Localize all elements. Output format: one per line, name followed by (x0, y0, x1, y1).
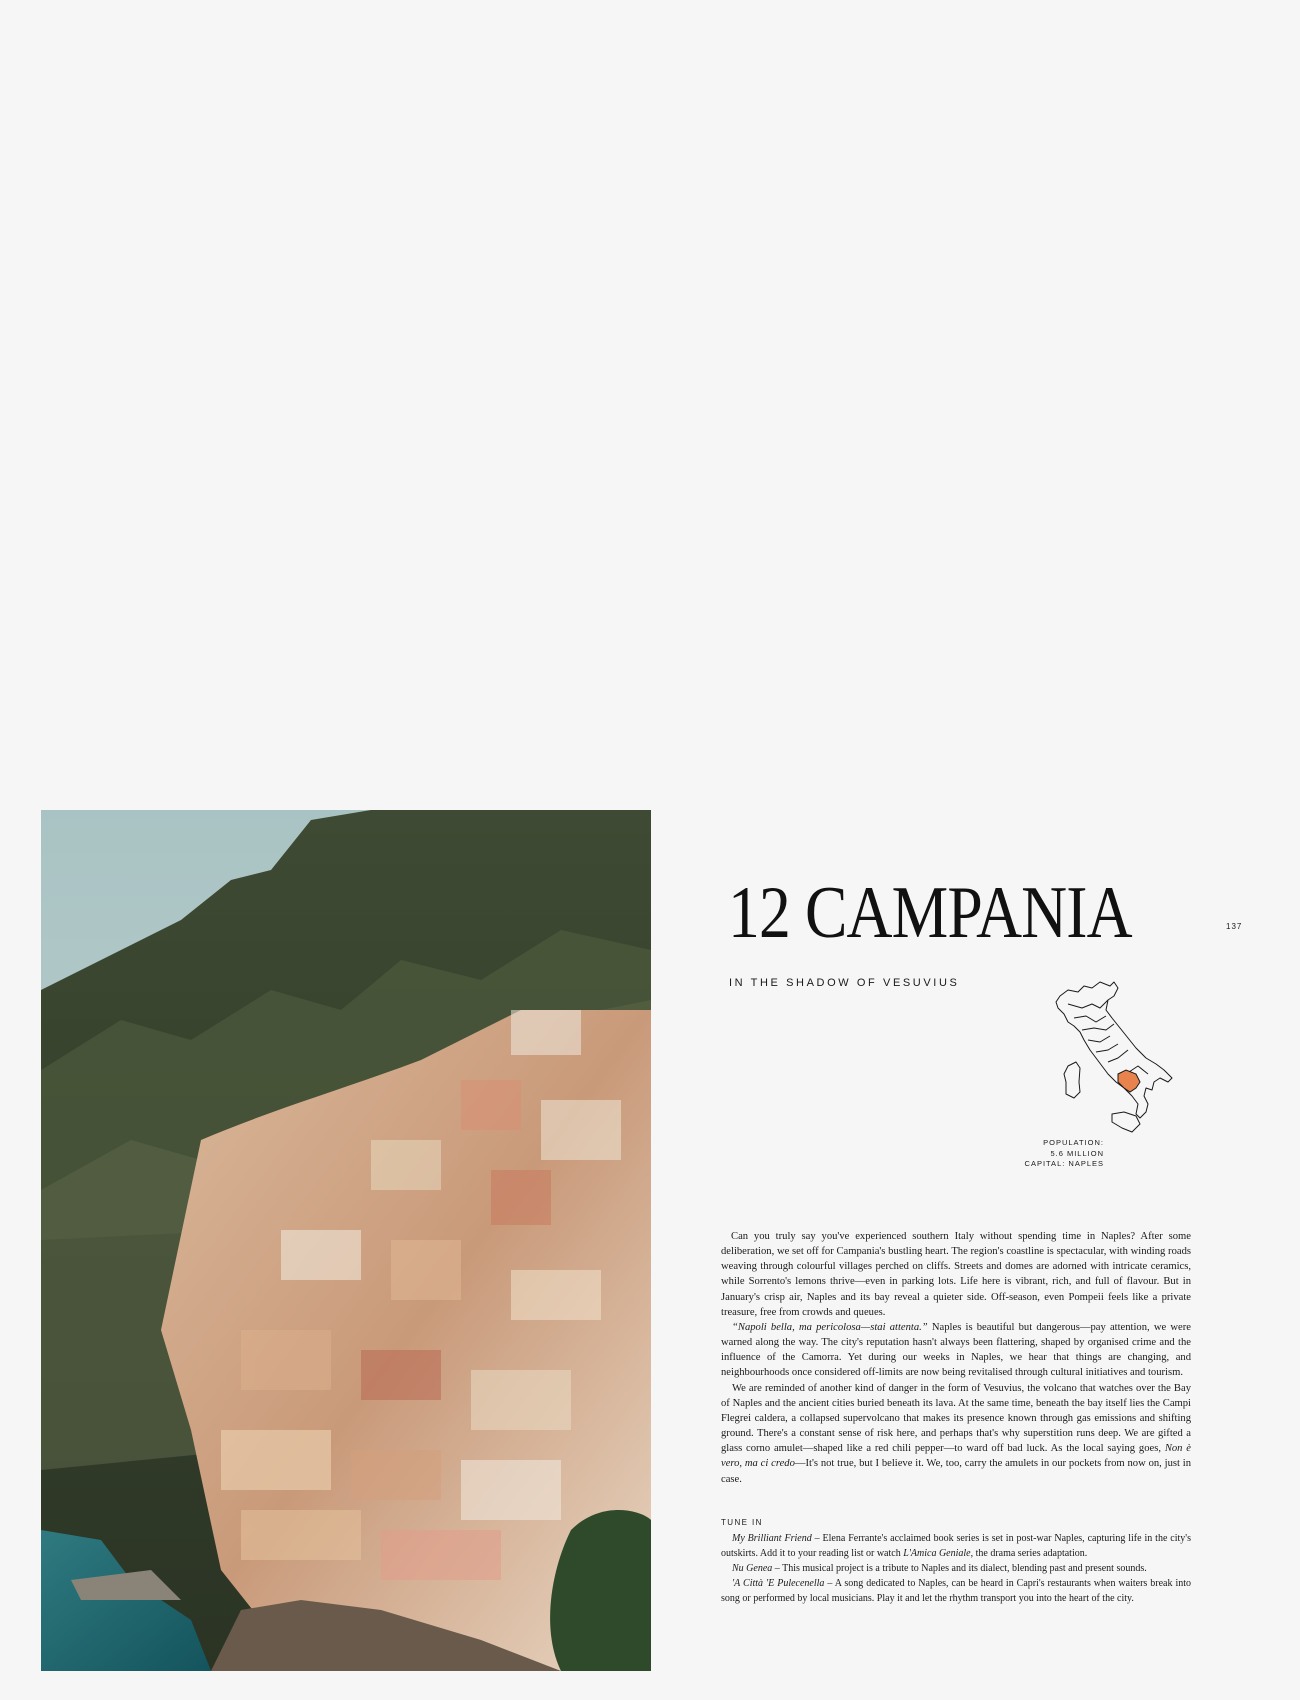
tune-in-item-title-2: L'Amica Geniale (903, 1548, 971, 1560)
paragraph-3 (721, 1381, 1191, 1487)
paragraph-3-quote: Non è vero, ma ci credo (721, 1443, 1192, 1470)
tune-in-item-text: – Elena Ferrante's acclaimed book series is set in post-war Naples, capturing life in the city's outskirts. Add it to your reading list or watch (721, 1533, 1191, 1560)
tune-in-item (721, 1561, 1191, 1576)
tune-in-item (721, 1531, 1191, 1561)
paragraph-3-text-a: We are reminded of another kind of danger in the form of Vesuvius, the volcano that watches over the Bay of Naples and the ancient cities buried beneath its lava. At the same time, beneath the bay itself lies the Campi Flegrei caldera, a collapsed supervolcano that makes its presence known through gas emissions and shifting ground. There's a constant sense of risk here, and perhaps that's why superstition runs deep. We are gifted a glass corno amulet—shaped like a red chili pepper—to ward off bad luck. As the local saying goes, (721, 1382, 1191, 1455)
paragraph-2-text: Naples is beautiful but dangerous—pay attention, we were warned along the way. The city's reputation hasn't always been flattering, shaped by organised crime and the influence of the Camorra. Yet during our weeks in Naples, we hear that things are changing, and neighbourhoods once considered off-limits are now being revitalised through cultural initiatives and tourism. (721, 1321, 1191, 1379)
italy-map-icon (1052, 978, 1188, 1136)
population-value: 5.6 MILLION (1050, 1148, 1104, 1158)
tune-in-item-title: My Brilliant Friend (732, 1533, 812, 1544)
tune-in-list (721, 1531, 1191, 1606)
region-stats (990, 1138, 1104, 1170)
page-number: 137 (1226, 922, 1243, 931)
paragraph-2 (721, 1320, 1191, 1381)
tune-in-item-text-2: , the drama series adaptation. (970, 1548, 1088, 1560)
positano-cliffside-village-photo (41, 810, 651, 1671)
tune-in-item (721, 1576, 1191, 1606)
tune-in-item-title: 'A Città 'E Pulecenella (732, 1578, 825, 1590)
chapter-subtitle: IN THE SHADOW OF VESUVIUS (729, 977, 960, 989)
paragraph-2-quote: “Napoli bella, ma pericolosa—stai attenta.” (732, 1321, 928, 1333)
tune-in-item-text: – This musical project is a tribute to Naples and its dialect, blending past and present sounds. (772, 1563, 1147, 1575)
paragraph-3-text-b: —It's not true, but I believe it. We, too, carry the amulets in our pockets from now on, just in case. (721, 1458, 1192, 1485)
tune-in-item-title: Nu Genea (732, 1563, 773, 1575)
tune-in-heading: TUNE IN (721, 1518, 763, 1527)
chapter-title: 12 CAMPANIA (728, 872, 1132, 954)
tune-in-item-text: – A song dedicated to Naples, can be heard in Capri's restaurants when waiters break into song or performed by local musicians. Play it and let the rhythm transport you into the heart of the city. (721, 1578, 1191, 1605)
capital: CAPITAL: NAPLES (1024, 1159, 1104, 1168)
paragraph-1: Can you truly say you've experienced southern Italy without spending time in Naples? After some deliberation, we set off for Campania's bustling heart. The region's coastline is spectacular, with winding roads weaving through colourful villages perched on cliffs. Streets and domes are adorned with intricate ceramics, while Sorrento's lemons thrive—even in parking lots. Life here is vibrant, rich, and full of flavour. But in January's crisp air, Naples and its bay reveal a quieter side. Off-season, even Pompeii feels like a private treasure, free from crowds and queues. (721, 1231, 1191, 1318)
campania-highlight (1118, 1070, 1140, 1092)
photo-illustration (41, 810, 651, 1671)
article-body (721, 1229, 1191, 1487)
population-label: POPULATION: (1043, 1138, 1104, 1147)
